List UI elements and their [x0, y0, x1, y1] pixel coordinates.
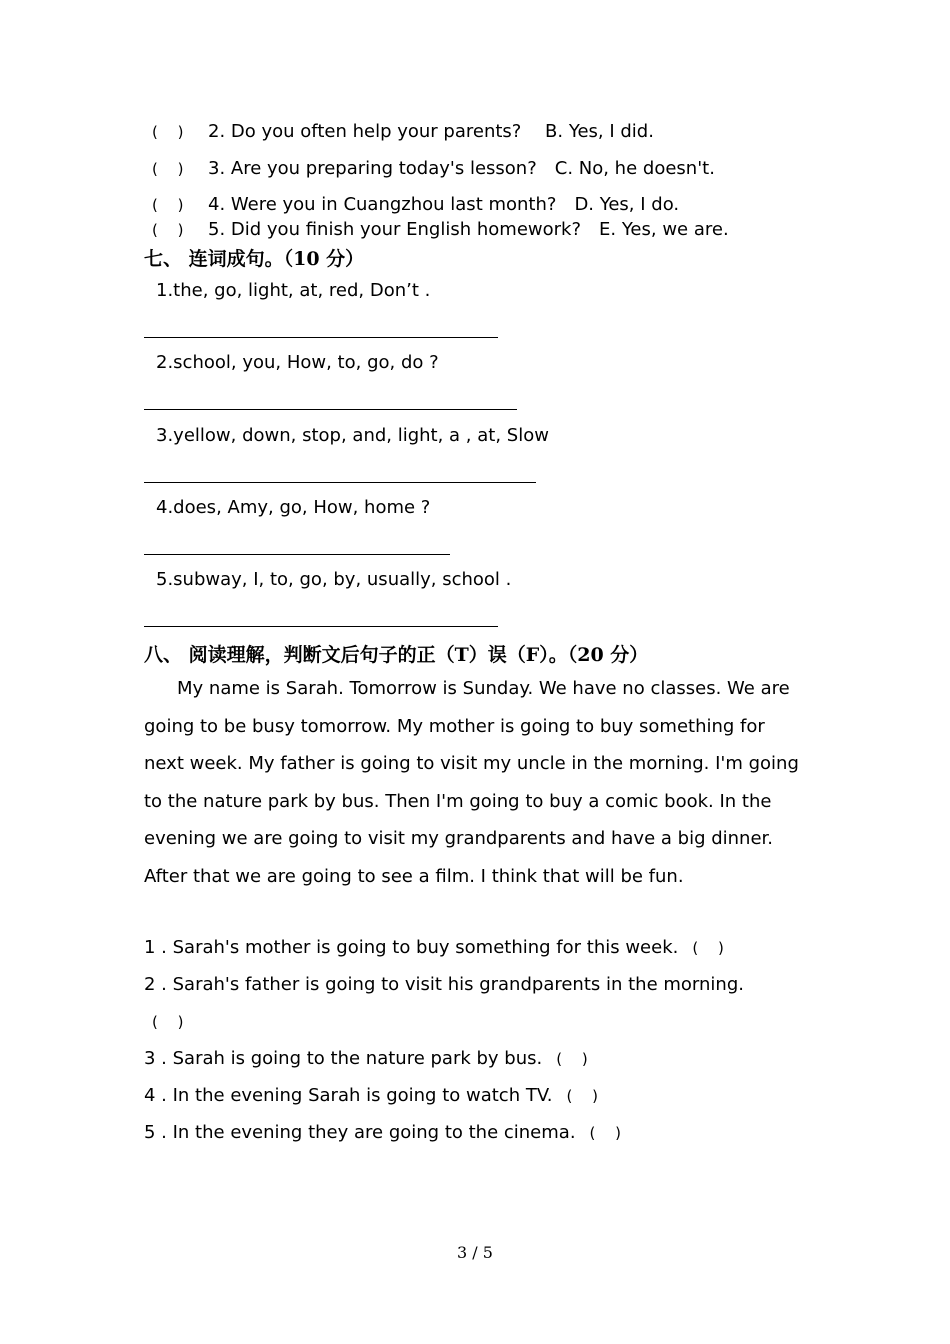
- section-8-heading: 八、 阅读理解，判断文后句子的正（T）误（F）。（20 分）: [144, 644, 649, 666]
- sentence-prompt: 5.subway, I, to, go, by, usually, school .: [156, 569, 512, 590]
- answer-line: [144, 409, 517, 410]
- question-text: 3 . Sarah is going to the nature park by bus.: [144, 1048, 543, 1069]
- answer-bracket: ( ): [152, 160, 184, 178]
- answer-bracket: ( ): [566, 1087, 599, 1105]
- answer-line: [144, 554, 450, 555]
- question-item: [144, 937, 724, 959]
- question-item: [144, 1085, 598, 1107]
- question-text: 1 . Sarah's mother is going to buy something for this week.: [144, 937, 679, 958]
- matching-text: 4. Were you in Cuangzhou last month? D. Yes, I do.: [208, 194, 680, 215]
- question-text: 5 . In the evening they are going to the cinema.: [144, 1122, 576, 1143]
- answer-bracket: ( ): [692, 939, 724, 957]
- section-7-heading: 七、 连词成句。（10 分）: [144, 248, 365, 270]
- page-number: 3 / 5: [457, 1243, 493, 1262]
- answer-bracket: ( ): [556, 1050, 588, 1068]
- matching-item: [152, 219, 729, 241]
- answer-bracket: ( ): [152, 221, 184, 239]
- sentence-prompt: 1.the, go, light, at, red, Don’t .: [156, 280, 431, 301]
- answer-bracket: ( ): [152, 196, 184, 214]
- sentence-prompt: 4.does, Amy, go, How, home ?: [156, 497, 431, 518]
- reading-passage: [144, 670, 809, 895]
- question-text: 2 . Sarah's father is going to visit his grandparents in the morning.: [144, 974, 744, 995]
- matching-item: [152, 158, 715, 180]
- answer-bracket: ( ): [589, 1124, 622, 1142]
- matching-item: [152, 194, 679, 216]
- matching-item: [152, 121, 654, 143]
- question-item: [144, 1122, 621, 1144]
- answer-line: [144, 626, 498, 627]
- question-text: 4 . In the evening Sarah is going to watch TV.: [144, 1085, 553, 1106]
- question-item: [144, 1048, 588, 1070]
- matching-text: 3. Are you preparing today's lesson? C. No, he doesn't.: [208, 158, 715, 179]
- answer-bracket: ( ): [152, 1013, 184, 1031]
- answer-bracket: ( ): [152, 123, 184, 141]
- sentence-prompt: 2.school, you, How, to, go, do ?: [156, 352, 439, 373]
- sentence-prompt: 3.yellow, down, stop, and, light, a , at, Slow: [156, 425, 549, 446]
- question-item: [138, 1011, 183, 1033]
- answer-line: [144, 337, 498, 338]
- passage-text: My name is Sarah. Tomorrow is Sunday. We have no classes. We are going to be busy tomorrow. My mother is going to buy something for next week. My father is going to visit my uncle in the morning. I'm going to the nature park by bus. Then I'm going to buy a comic book. In the evening we are going to visit my grandparents and have a big dinner. After that we are going to see a film. I think that will be fun.: [144, 678, 799, 887]
- answer-line: [144, 482, 536, 483]
- question-item: [144, 974, 744, 996]
- matching-text: 2. Do you often help your parents? B. Yes, I did.: [208, 121, 654, 142]
- matching-text: 5. Did you finish your English homework? E. Yes, we are.: [208, 219, 729, 240]
